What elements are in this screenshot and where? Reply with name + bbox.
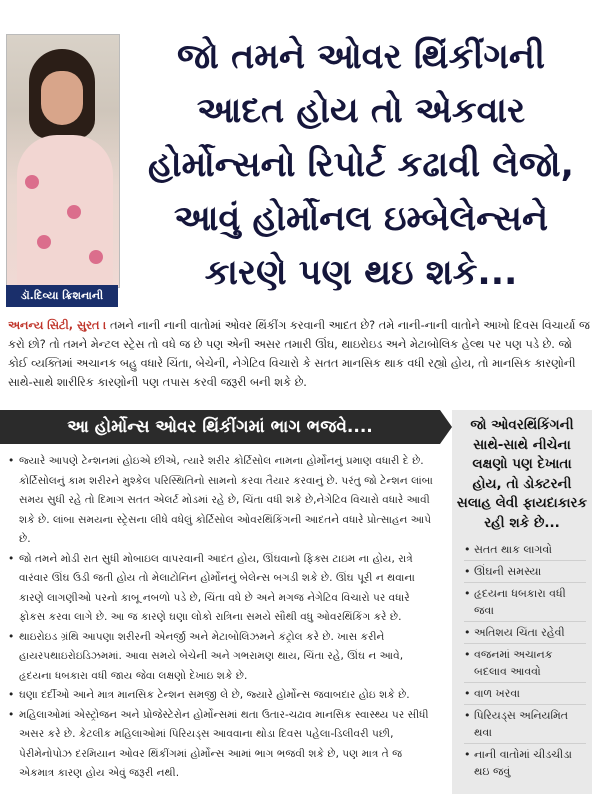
symptoms-list: [452, 539, 592, 782]
symptom-item: • અતિશય ચિંતા રહેવી: [464, 622, 586, 644]
intro-paragraph: [8, 316, 592, 392]
photo-caption: ડૉ.દિવ્યા ક્રિશનાની: [6, 285, 118, 307]
symptom-item: • વાળ ખરવા: [464, 683, 586, 705]
hormone-points-list: [8, 452, 438, 784]
list-item: • જ્યારે આપણે ટેન્શનમાં હોઇએ છીએ, ત્યારે શરીર કોર્ટિસોલ નામના હોર્મોનનું પ્રમાણ વધારી દે છે. કોર્ટિસોલનું કામ શરીરને મુશ્કેલ પરિસ્થિતિનો સામનો કરવા તૈયાર કરવાનું છે. પરંતુ જો ટેન્શન લાંબા સમય સુધી રહે તો દિમાગ સતત એલર્ટ મોડમાં રહે છે, ચિંતા વધી શકે છે,નેગેટિવ વિચારો વધારે આવી શકે છે. લાંબા સમયના સ્ટ્રેસના લીધે વધેલું કોર્ટિસોલ ઓવરથિંકિંગની આદતને વધારે પ્રોત્સાહન આપે છે.: [8, 452, 438, 550]
photo-body: [17, 135, 113, 288]
section-heading-bar: [0, 410, 440, 444]
intro-text: તમને નાની નાની વાતોમાં ઓવર થિંકીંગ કરવાની આદત છે? તમે નાની-નાની વાતોને આખો દિવસ વિચાર્યા જ કરો છો? તો તમને મેન્ટલ સ્ટ્રેસ તો વધે જ છે પણ એની અસર તમારી ઊંઘ, થાઇરોઇડ અને મેટાબોલિક હેલ્થ પર પણ પડે છે. જો કોઈ વ્યક્તિમાં અચાનક બહુ વધારે ચિંતા, બેચેની, નેગેટિવ વિચારો કે સતત માનસિક થાક વધી રહ્યો હોય, તો માનસિક કારણોની સાથે-સાથે શારીરિક કારણોની પણ તપાસ કરવી જરૂરી બની શકે છે.: [8, 319, 590, 389]
headline: [128, 30, 594, 306]
section-heading-arrow: [440, 410, 452, 444]
headline-line: જો તમને ઓવર થિંકીંગની: [177, 37, 545, 77]
symptoms-sidebar: [452, 410, 592, 794]
list-item: • થાઇરોઇડ ગ્રંથિ આપણા શરીરની એનર્જી અને મેટાબોલિઝમને કંટ્રોલ કરે છે. ખાસ કરીને હાયરપથાઇરોઇડિઝમમાં. આવા સમયે બેચેની અને ગભરામણ થાય, ચિંતા રહે, ઊંઘ ન આવે, હૃદયના ધબકારા વધી જાય જેવા લક્ષણો દેખાઇ શકે છે.: [8, 628, 438, 687]
sidebar-title: જો ઓવરથિંકિંગની સાથે-સાથે નીચેના લક્ષણો પણ દેખાતા હોય, તો ડોક્ટરની સલાહ લેવી ફાયદાકારક રહી શકે છે...: [456, 417, 588, 531]
photo-pattern: [89, 250, 103, 264]
symptom-item: • ઊંઘની સમસ્યા: [464, 561, 586, 583]
photo-pattern: [25, 175, 39, 189]
list-item: • જો તમને મોડી રાત સુધી મોબાઇલ વાપરવાની આદત હોય, ઊંઘવાનો ફિક્સ ટાઇમ ના હોય, રાત્રે વારંવાર ઊંઘ ઉડી જતી હોય તો મેલાટોનિન હોર્મોનનું બેલેન્સ બગડી શકે છે. ઊંઘ પૂરી ન થવાના કારણે લાગણીઓ પરનો કાબૂ નબળો પડે છે, ચિંતા વધે છે અને મગજ નેગેટિવ વિચારો પર વધારે ફોકસ કરવા લાગે છે. આ જ કારણે ઘણા લોકો રાત્રિના સમયે સૌથી વધુ ઓવરથિંકિંગ કરે છે.: [8, 550, 438, 628]
section-heading: આ હોર્મોન્સ ઓવર થિંકીંગમાં ભાગ ભજવે....: [67, 417, 373, 437]
symptom-item: • હૃદયના ધબકારા વધી જવા: [464, 583, 586, 622]
photo-pattern: [37, 235, 51, 249]
photo-pattern: [67, 205, 81, 219]
symptom-item: • પિરિયડ્સ અનિયમિત થવા: [464, 705, 586, 744]
list-item: • ઘણા દર્દીઓ આને માત્ર માનસિક ટેન્શન સમજી લે છે, જ્યારે હોર્મોન્સ જવાબદાર હોઇ શકે છે.: [8, 686, 438, 706]
headline-line: કારણે પણ થઇ શકે...: [204, 253, 518, 293]
headline-line: હોર્મોન્સનો રિપોર્ટ કઢાવી લેજો,: [148, 145, 574, 185]
photo-face: [41, 71, 83, 125]
symptom-item: • સતત થાક લાગવો: [464, 539, 586, 561]
headline-line: આદત હોય તો એકવાર: [196, 91, 526, 131]
list-item: • મહિલાઓમાં એસ્ટ્રોજન અને પ્રોજેસ્ટેરોન હોર્મોન્સમાં થતા ઉતાર-ચઢાવ માનસિક સ્વાસ્થ્ય પર સીધી અસર કરે છે. કેટલીક મહિલાઓમાં પિરિયડ્સ આવવાના થોડા દિવસ પહેલા-ડિલીવરી પછી, પેરીમેનોપોઝ દરમિયાન ઓવર થિંકીંગમાં હોર્મોન્સ આમાં ભાગ ભજવી શકે છે, પણ માત્ર તે જ એકમાત્ર કારણ હોય એવું જરૂરી નથી.: [8, 706, 438, 784]
doctor-photo: [6, 34, 120, 288]
dateline: અનન્ય સિટી, સુરત ।: [8, 319, 107, 332]
symptom-item: • વજનમાં અચાનક બદલાવ આવવો: [464, 644, 586, 683]
headline-line: આવું હોર્મોનલ ઇમ્બેલેન્સને: [173, 199, 549, 239]
symptom-item: • નાની વાતોમાં ચીડચીડા થઇ જવું: [464, 744, 586, 782]
